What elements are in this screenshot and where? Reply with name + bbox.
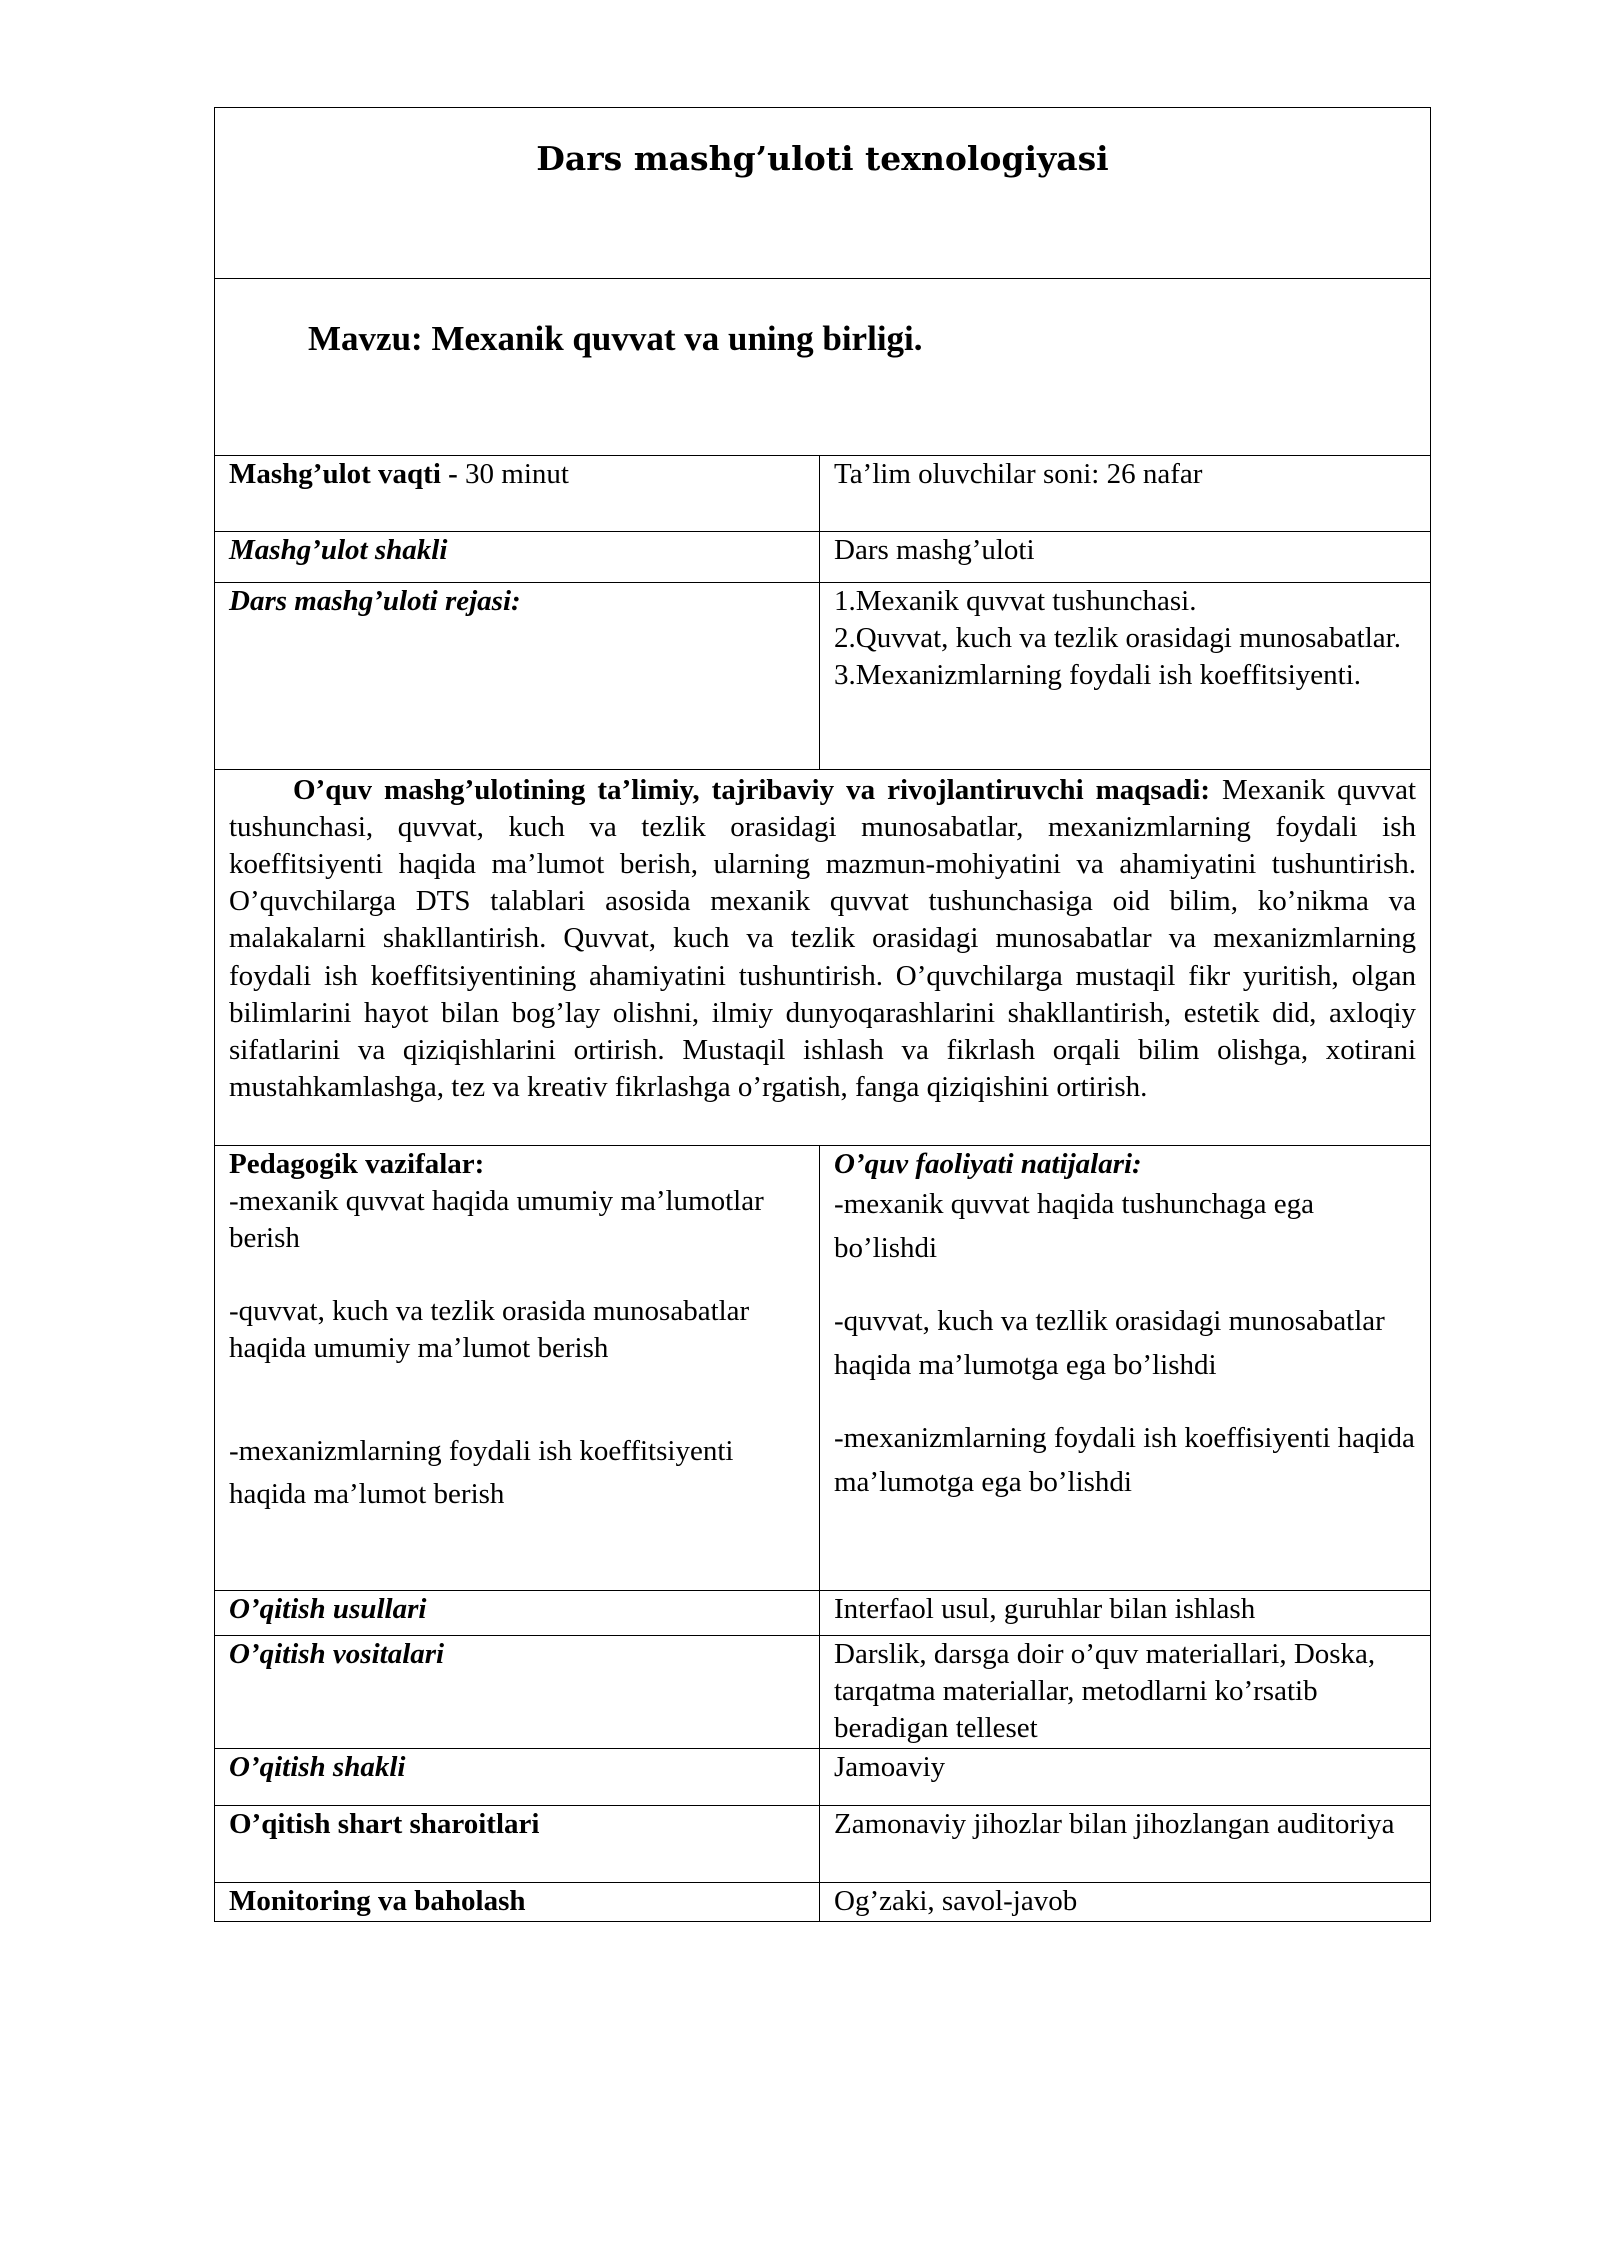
title-row	[215, 108, 1431, 279]
time-cell	[215, 456, 820, 532]
title-cell	[215, 108, 1431, 279]
plan-items-cell	[820, 583, 1431, 770]
tools-row	[215, 1636, 1431, 1749]
teaching-form-value: Jamoaviy	[834, 1751, 946, 1783]
monitoring-label-cell	[215, 1883, 820, 1922]
plan-item: 2.Quvvat, kuch va tezlik orasidagi munosabatlar.	[834, 622, 1401, 655]
methods-label: O’qitish usullari	[229, 1593, 427, 1625]
monitoring-row	[215, 1883, 1431, 1922]
tasks-row	[215, 1146, 1431, 1591]
plan-label: Dars mashg’uloti rejasi:	[229, 585, 521, 617]
students-cell	[820, 456, 1431, 532]
methods-label-cell	[215, 1591, 820, 1636]
topic-heading: Mavzu: Mexanik quvvat va uning birligi.	[308, 319, 923, 358]
learning-result-item: -quvvat, kuch va tezllik orasidagi munosabatlar haqida ma’lumotga ega bo’lishdi	[834, 1305, 1385, 1381]
pedagogical-tasks-header: Pedagogik vazifalar:	[229, 1148, 485, 1180]
monitoring-value-cell	[820, 1883, 1431, 1922]
pedagogical-task-item: -mexanik quvvat haqida umumiy ma’lumotlar berish	[229, 1185, 764, 1255]
teaching-form-value-cell	[820, 1749, 1431, 1806]
topic-row	[215, 279, 1431, 456]
teaching-form-label-cell	[215, 1749, 820, 1806]
lesson-technology-table	[214, 107, 1431, 1922]
conditions-row	[215, 1806, 1431, 1883]
teaching-form-label: O’qitish shakli	[229, 1751, 406, 1783]
monitoring-value: Og’zaki, savol-javob	[834, 1885, 1078, 1917]
learning-results-header: O’quv faoliyati natijalari:	[834, 1148, 1142, 1180]
time-value: 30 minut	[457, 458, 569, 490]
conditions-label-cell	[215, 1806, 820, 1883]
plan-item: 3.Mexanizmlarning foydali ish koeffitsiyenti.	[834, 659, 1361, 692]
tools-value: Darslik, darsga doir o’quv materiallari, Doska, tarqatma materiallar, metodlarni ko’rsatib beradigan telleset	[834, 1638, 1376, 1745]
form-value: Dars mashg’uloti	[834, 534, 1035, 566]
students-count: Ta’lim oluvchilar soni: 26 nafar	[834, 458, 1203, 490]
goal-cell	[215, 770, 1431, 1146]
pedagogical-task-item: -quvvat, kuch va tezlik orasida munosabatlar haqida umumiy ma’lumot berish	[229, 1295, 750, 1365]
learning-result-item: -mexanizmlarning foydali ish koeffisiyenti haqida ma’lumotga ega bo’lishdi	[834, 1422, 1415, 1498]
goal-row	[215, 770, 1431, 1146]
plan-item: 1.Mexanik quvvat tushunchasi.	[834, 585, 1197, 617]
document-title: Dars mashg’uloti texnologiyasi	[536, 139, 1109, 178]
tools-value-cell	[820, 1636, 1431, 1749]
time-label: Mashg’ulot vaqti -	[229, 458, 458, 490]
methods-value-cell	[820, 1591, 1431, 1636]
tools-label: O’qitish vositalari	[229, 1638, 445, 1670]
conditions-value: Zamonaviy jihozlar bilan jihozlangan auditoriya	[834, 1808, 1395, 1840]
form-label-cell	[215, 532, 820, 583]
goal-text: Mexanik quvvat tushunchasi, quvvat, kuch va tezlik orasidagi munosabatlar, mexanizmlarning foydali ish koeffitsiyenti haqida ma’lumot berish, ularning mazmun-mohiyatini va ahamiyatini tushuntirish. O’quvchilarga DTS talablari asosida mexanik quvvat tushunchasiga oid bilim, ko’nikma va malakalarni shakllantirish. Quvvat, kuch va tezlik orasidagi munosabatlar va mexanizmlarning foydali ish koeffitsiyentining ahamiyatini tushuntirish. O’quvchilarga mustaqil fikr yuritish, olgan bilimlarini hayot bilan bog’lay olishni, ilmiy dunyoqarashlarini shakllantirish, estetik did, axloqiy sifatlarini va qiziqishlarini ortirish. Mustaqil ishlash va fikrlash orqali bilim olishga, xotirani mustahkamlashga, tez va kreativ fikrlashga o’rgatish, fanga qiziqishini ortirish.	[229, 774, 1417, 1103]
form-row	[215, 532, 1431, 583]
methods-row	[215, 1591, 1431, 1636]
learning-result-item: -mexanik quvvat haqida tushunchaga ega bo’lishdi	[834, 1188, 1314, 1264]
plan-label-cell	[215, 583, 820, 770]
pedagogical-tasks-cell	[215, 1146, 820, 1591]
learning-results-cell	[820, 1146, 1431, 1591]
plan-row	[215, 583, 1431, 770]
time-row	[215, 456, 1431, 532]
monitoring-label: Monitoring va baholash	[229, 1885, 526, 1917]
goal-label: O’quv mashg’ulotining ta’limiy, tajribaviy va rivojlantiruvchi maqsadi:	[293, 774, 1211, 806]
form-label: Mashg’ulot shakli	[229, 534, 448, 566]
conditions-label: O’qitish shart sharoitlari	[229, 1808, 540, 1840]
topic-cell	[215, 279, 1431, 456]
tools-label-cell	[215, 1636, 820, 1749]
pedagogical-task-item: -mexanizmlarning foydali ish koeffitsiyenti haqida ma’lumot berish	[229, 1434, 734, 1511]
form-value-cell	[820, 532, 1431, 583]
conditions-value-cell	[820, 1806, 1431, 1883]
teaching-form-row	[215, 1749, 1431, 1806]
methods-value: Interfaol usul, guruhlar bilan ishlash	[834, 1593, 1256, 1625]
